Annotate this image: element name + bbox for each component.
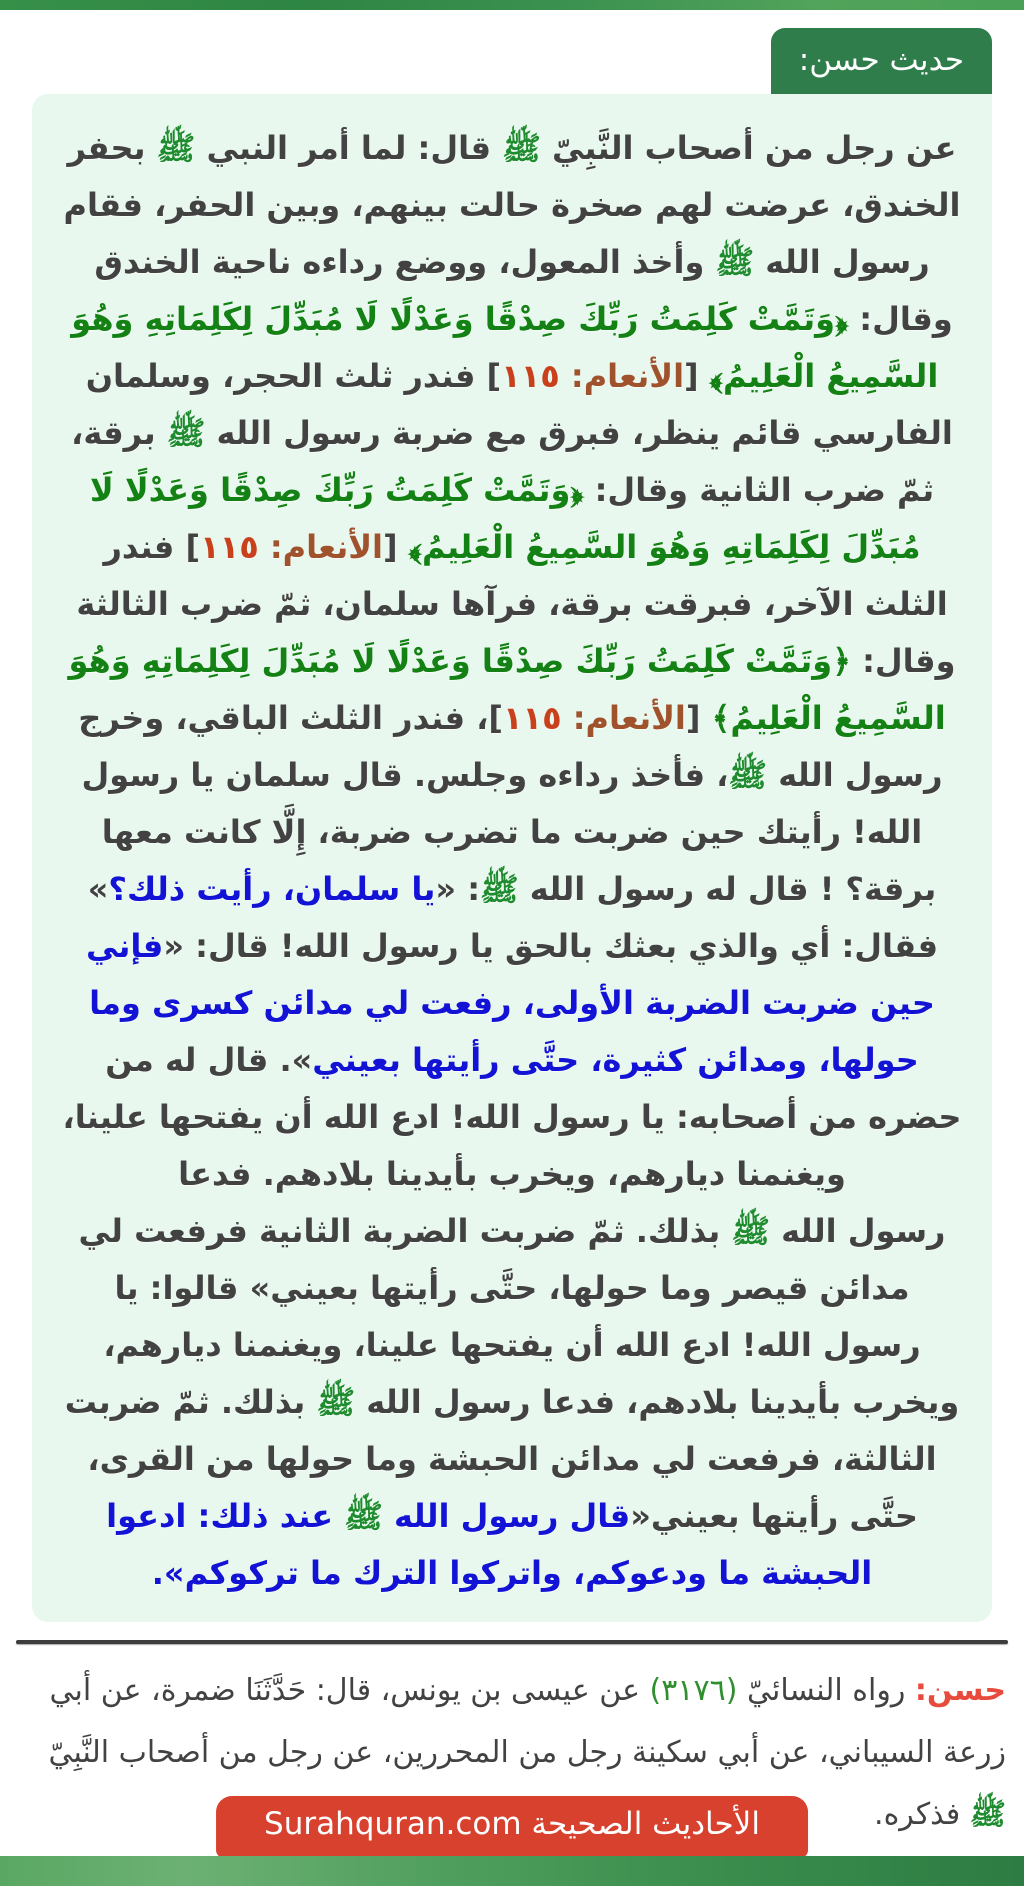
text-run: وأخذ المعول، ووضع رداءه ناحية الخندق وقال: [94,243,953,339]
text-run: فإني حين ضربت الضربة الأولى، رفعت لي مدائن كسرى وما حولها، ومدائن كثيرة، حتَّى رأيتها بعيني [85,927,935,1080]
text-run: ﴿وَتَمَّتْ كَلِمَتُ رَبِّكَ صِدْقًا وَعَدْلًا لَا مُبَدِّلَ لِكَلِمَاتِهِ وَهُوَ السَّمِيعُ الْعَلِيمُ﴾ [89,471,921,567]
text-run: عن رجل من أصحاب النَّبِيّ [540,129,957,168]
text-run: ﴿وَتَمَّتْ كَلِمَتُ رَبِّكَ صِدْقًا وَعَدْلًا لَا مُبَدِّلَ لِكَلِمَاتِهِ وَهُوَ السَّمِيعُ الْعَلِيمُ﴾ [68,642,946,738]
saw-symbol: ﷺ [715,243,755,282]
text-run: فذكره. [874,1797,970,1833]
saw-symbol: ﷺ [731,1212,770,1251]
text-run: الأنعام: [559,357,685,396]
saw-symbol: ﷺ [156,129,196,168]
saw-symbol: ﷺ [344,1497,383,1536]
text-run: قال رسول الله [382,1497,631,1536]
text-run: » فقال: أي والذي بعثك بالحق يا رسول الله! قال: « [87,870,939,966]
text-run: بحفر الخندق، عرضت لهم صخرة حالت بينهم، وبين الحفر، فقام رسول الله [63,129,961,282]
text-run: ] فندر ثلث الحجر، وسلمان الفارسي قائم ينظر، فبرق مع ضربة رسول الله [85,357,953,453]
top-decoration-bar [0,0,1024,10]
bottom-decoration-bar [0,1856,1024,1886]
text-run: بذلك. ثمّ ضربت الثالثة، فرفعت لي مدائن الحبشة وما حولها من القرى، حتَّى رأيتها بعيني« [64,1383,937,1536]
saw-symbol: ﷺ [502,129,541,168]
saw-symbol: ﷺ [480,870,519,909]
text-run: بذلك. ثمّ ضربت الضربة الثانية فرفعت لي مدائن قيصر وما حولها، حتَّى رأيتها بعيني» قالوا: يا رسول الله! ادع الله أن يفتحها علينا، ويغنمنا ديارهم، ويخرب بأيدينا بلادهم، فدعا رسول الله [78,1212,960,1422]
text-run: (٣١٧٦) [649,1673,738,1709]
text-run: يا سلمان، رأيت ذلك؟ [108,870,436,909]
hadith-text-box [32,94,992,1622]
text-run: : « [435,870,480,909]
site-button-label: الأحاديث الصحيحة Surahquran.com [264,1806,760,1842]
text-run: ] فندر الثلث الآخر، فبرقت برقة، فرآها سلمان، ثمّ ضرب الثالثة وقال: [76,528,956,681]
text-run: عند ذلك: ادعوا الحبشة ما ودعوكم، واتركوا الترك ما تركوكم [106,1497,873,1593]
hadith-grade-label: حديث حسن: [771,28,992,94]
text-run: الأنعام: [561,699,686,738]
text-run: ١١٥ [501,357,560,396]
saw-symbol: ﷺ [969,1797,1006,1833]
text-run: رسول الله [770,1212,946,1251]
text-run: ». قال له من حضره من أصحابه: يا رسول الله! ادع الله أن يفتحها علينا، ويغنمنا ديارهم، ويخرب بأيدينا بلادهم. فدعا [62,1041,962,1194]
text-run: [ [684,357,710,396]
text-run: عن عيسى بن يونس، قال: حَدَّثَنَا ضمرة، عن أبي زرعة السيباني، عن أبي سكينة رجل من المحررين، عن رجل من أصحاب النَّبِيّ [48,1673,1006,1771]
text-run: ]، فندر الثلث الباقي، وخرج رسول الله [78,699,943,795]
text-run: برقة، ثمّ ضرب الثانية وقال: [71,414,935,510]
text-run: [ [383,528,409,567]
text-run: الأنعام: [258,528,384,567]
text-run: ١١٥ [503,699,562,738]
saw-symbol: ﷺ [166,414,206,453]
text-run: قال: لما أمر النبي [195,129,503,168]
saw-symbol: ﷺ [316,1383,356,1422]
text-run: ﴿وَتَمَّتْ كَلِمَتُ رَبِّكَ صِدْقًا وَعَدْلًا لَا مُبَدِّلَ لِكَلِمَاتِهِ وَهُوَ السَّمِيعُ الْعَلِيمُ﴾ [71,300,939,396]
text-run: رواه النسائيّ [737,1673,915,1709]
text-run: ، فأخذ رداءه وجلس. قال سلمان يا رسول الله! رأيتك حين ضربت ما تضرب ضربة، إِلَّا كانت معها برقة؟ ! قال له رسول الله [81,756,937,909]
text-run: حسن: [914,1673,1006,1709]
saw-symbol: ﷺ [728,756,768,795]
site-link-button[interactable] [216,1796,808,1858]
divider-line [16,1640,1008,1644]
text-run: ١١٥ [200,528,259,567]
text-run: [ [685,699,712,738]
text-run: ». [151,1554,185,1593]
